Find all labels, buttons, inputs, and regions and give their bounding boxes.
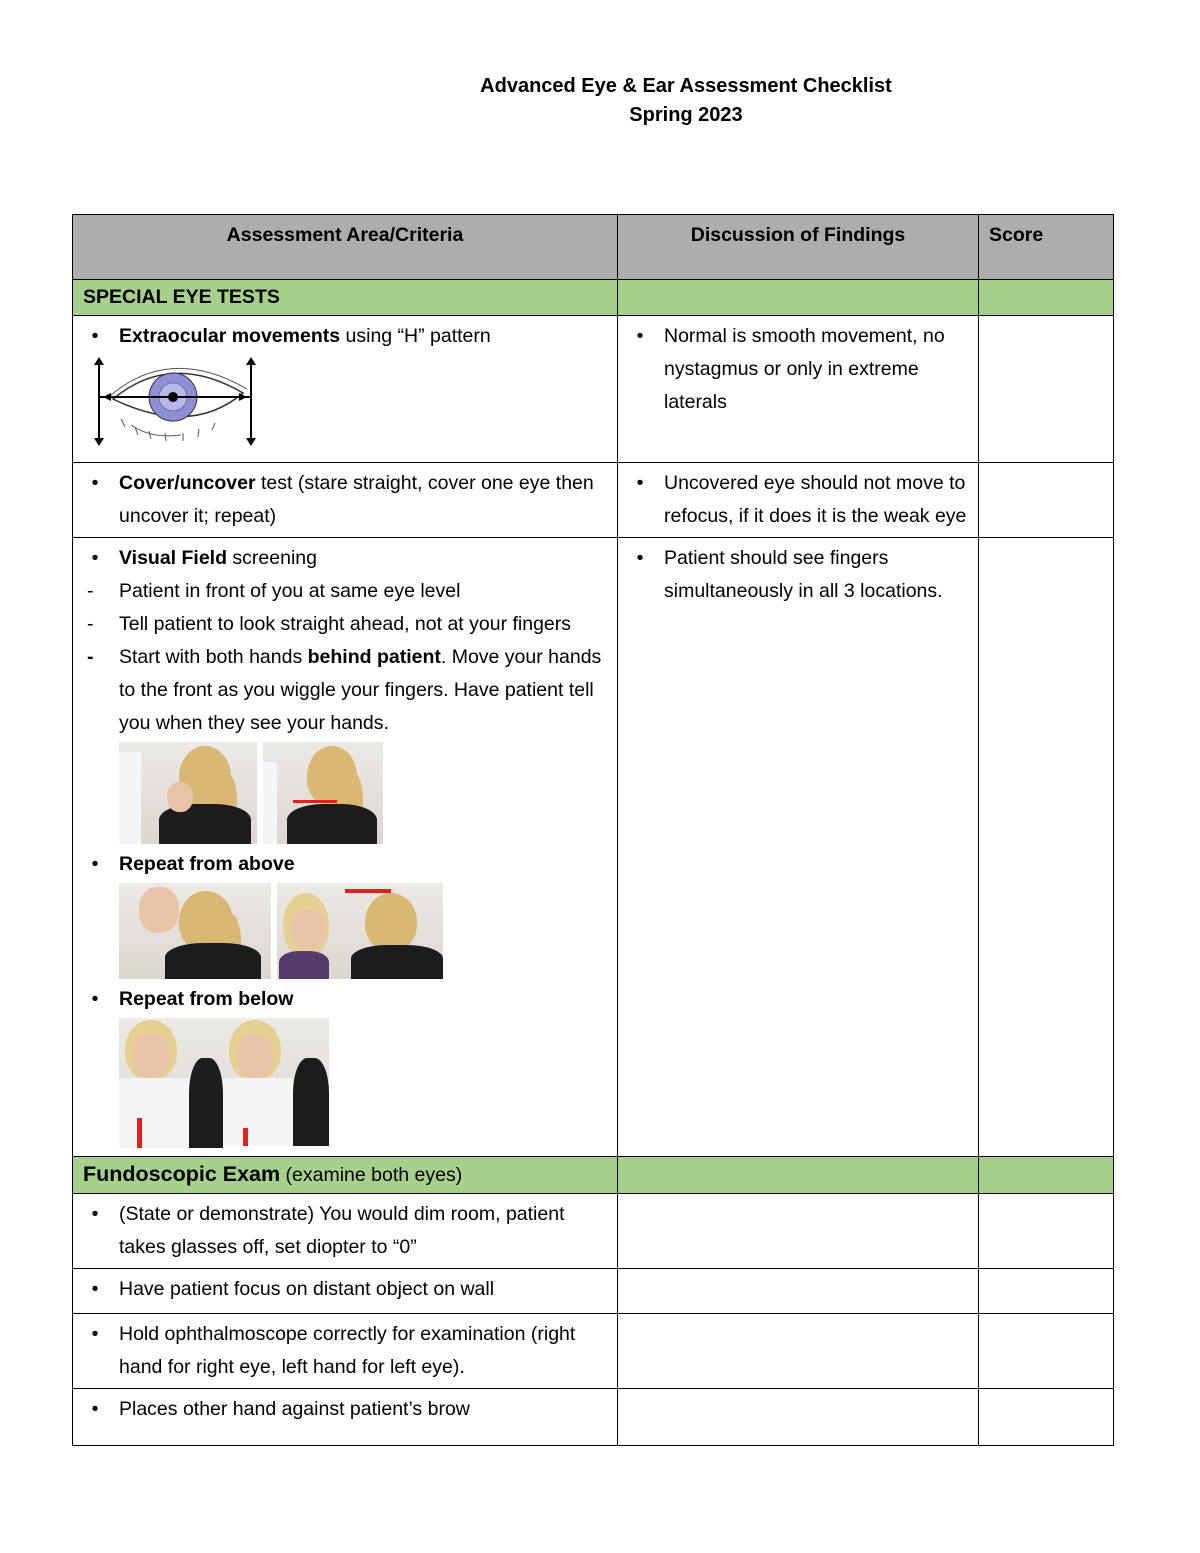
list-item — [83, 1198, 607, 1264]
criteria-text: using “H” pattern — [340, 325, 491, 347]
criteria-cell — [73, 1314, 618, 1389]
table-header-row — [73, 215, 1114, 280]
dash-icon: - — [87, 646, 94, 668]
list-item — [83, 467, 607, 533]
step-text: Tell patient to look straight ahead, not at your fingers — [119, 613, 572, 635]
list-item — [83, 1318, 607, 1384]
criteria-bold: Repeat from above — [119, 853, 295, 875]
table-row — [73, 1194, 1114, 1269]
col-header-criteria: Assessment Area/Criteria — [73, 215, 618, 280]
table-row — [73, 1269, 1114, 1314]
score-cell[interactable] — [979, 538, 1114, 1157]
criteria-text: Hold ophthalmoscope correctly for examination (right hand for right eye, left hand for left eye). — [119, 1323, 576, 1378]
criteria-text: Places other hand against patient’s brow — [119, 1398, 470, 1420]
step-text: Patient in front of you at same eye level — [119, 580, 461, 602]
bullet-icon: • — [91, 1278, 99, 1300]
findings-cell — [618, 463, 979, 538]
criteria-cell — [73, 1269, 618, 1314]
table-row — [73, 463, 1114, 538]
bullet-icon: • — [636, 325, 644, 347]
findings-cell[interactable] — [618, 1194, 979, 1269]
finding-text: Uncovered eye should not move to refocus, if it does it is the weak eye — [664, 472, 967, 527]
bullet-icon: • — [636, 472, 644, 494]
section-empty-cell — [979, 1157, 1114, 1194]
photo-above-1 — [119, 883, 271, 979]
list-item — [83, 641, 607, 740]
finding-text: Patient should see fingers simultaneously in all 3 locations. — [664, 547, 943, 602]
dash-icon: - — [87, 580, 94, 602]
section-title: Fundoscopic Exam — [83, 1162, 281, 1186]
criteria-bold: Cover/uncover — [119, 472, 256, 494]
document-title — [0, 72, 1200, 130]
finding-text: Normal is smooth movement, no nystagmus or only in extreme laterals — [664, 325, 945, 413]
criteria-cell — [73, 1194, 618, 1269]
criteria-bold: Repeat from below — [119, 988, 294, 1010]
col-header-score: Score — [979, 215, 1114, 280]
bullet-icon: • — [636, 547, 644, 569]
section-row-special-eye-tests — [73, 280, 1114, 316]
bullet-icon: • — [91, 1323, 99, 1345]
section-empty-cell — [618, 1157, 979, 1194]
list-item — [83, 575, 607, 608]
step-bold: behind patient — [307, 646, 441, 668]
score-cell[interactable] — [979, 316, 1114, 463]
criteria-cell — [73, 316, 618, 463]
section-empty-cell — [618, 280, 979, 316]
list-item — [628, 320, 968, 419]
bullet-icon: • — [91, 1203, 99, 1225]
bullet-icon: • — [91, 988, 99, 1010]
bullet-icon: • — [91, 472, 99, 494]
eye-h-pattern-illustration — [91, 355, 607, 458]
title-line: Advanced Eye & Ear Assessment Checklist — [480, 75, 892, 97]
criteria-cell — [73, 463, 618, 538]
table-row — [73, 538, 1114, 1157]
section-note: (examine both eyes) — [280, 1164, 463, 1186]
subtitle-line: Spring 2023 — [629, 104, 743, 126]
section-label — [73, 1157, 618, 1194]
score-cell[interactable] — [979, 1389, 1114, 1446]
criteria-bold: Extraocular movements — [119, 325, 341, 347]
list-item — [83, 542, 607, 575]
bullet-icon: • — [91, 547, 99, 569]
criteria-text: test (stare straight, cover one eye then uncover it; repeat) — [119, 472, 594, 527]
findings-cell — [618, 538, 979, 1157]
photo-behind-2 — [263, 742, 383, 844]
section-empty-cell — [979, 280, 1114, 316]
list-item — [83, 320, 607, 353]
list-item — [83, 1273, 607, 1306]
criteria-text: screening — [227, 547, 317, 569]
photo-row-below — [119, 1018, 607, 1148]
col-header-findings: Discussion of Findings — [618, 215, 979, 280]
score-cell[interactable] — [979, 1269, 1114, 1314]
dash-icon: - — [87, 613, 94, 635]
photo-behind-1 — [119, 742, 257, 844]
findings-cell[interactable] — [618, 1314, 979, 1389]
photo-above-2 — [277, 883, 443, 979]
photo-below-1 — [119, 1018, 223, 1148]
table-row — [73, 1314, 1114, 1389]
findings-cell[interactable] — [618, 1389, 979, 1446]
table-row — [73, 1389, 1114, 1446]
findings-cell — [618, 316, 979, 463]
list-item — [83, 983, 607, 1016]
bullet-icon: • — [91, 853, 99, 875]
list-item — [83, 848, 607, 881]
list-item — [83, 1393, 607, 1426]
section-row-fundoscopic — [73, 1157, 1114, 1194]
list-item — [628, 467, 968, 533]
photo-below-2 — [223, 1018, 329, 1146]
bullet-icon: • — [91, 325, 99, 347]
photo-row-above — [119, 883, 607, 979]
criteria-text: (State or demonstrate) You would dim room, patient takes glasses off, set diopter to “0” — [119, 1203, 565, 1258]
score-cell[interactable] — [979, 1194, 1114, 1269]
bullet-icon: • — [91, 1398, 99, 1420]
findings-cell[interactable] — [618, 1269, 979, 1314]
photo-row-behind — [119, 742, 607, 844]
criteria-bold: Visual Field — [119, 547, 228, 569]
step-text: Start with both hands — [119, 646, 308, 668]
criteria-cell — [73, 1389, 618, 1446]
criteria-cell — [73, 538, 618, 1157]
score-cell[interactable] — [979, 463, 1114, 538]
assessment-table — [72, 214, 1114, 1446]
criteria-text: Have patient focus on distant object on wall — [119, 1278, 495, 1300]
list-item — [628, 542, 968, 608]
step-text: . Move your hands to the front as you wiggle your fingers. Have patient tell you when they see your hands. — [119, 646, 602, 734]
list-item — [83, 608, 607, 641]
section-label: SPECIAL EYE TESTS — [73, 280, 618, 316]
score-cell[interactable] — [979, 1314, 1114, 1389]
table-row — [73, 316, 1114, 463]
